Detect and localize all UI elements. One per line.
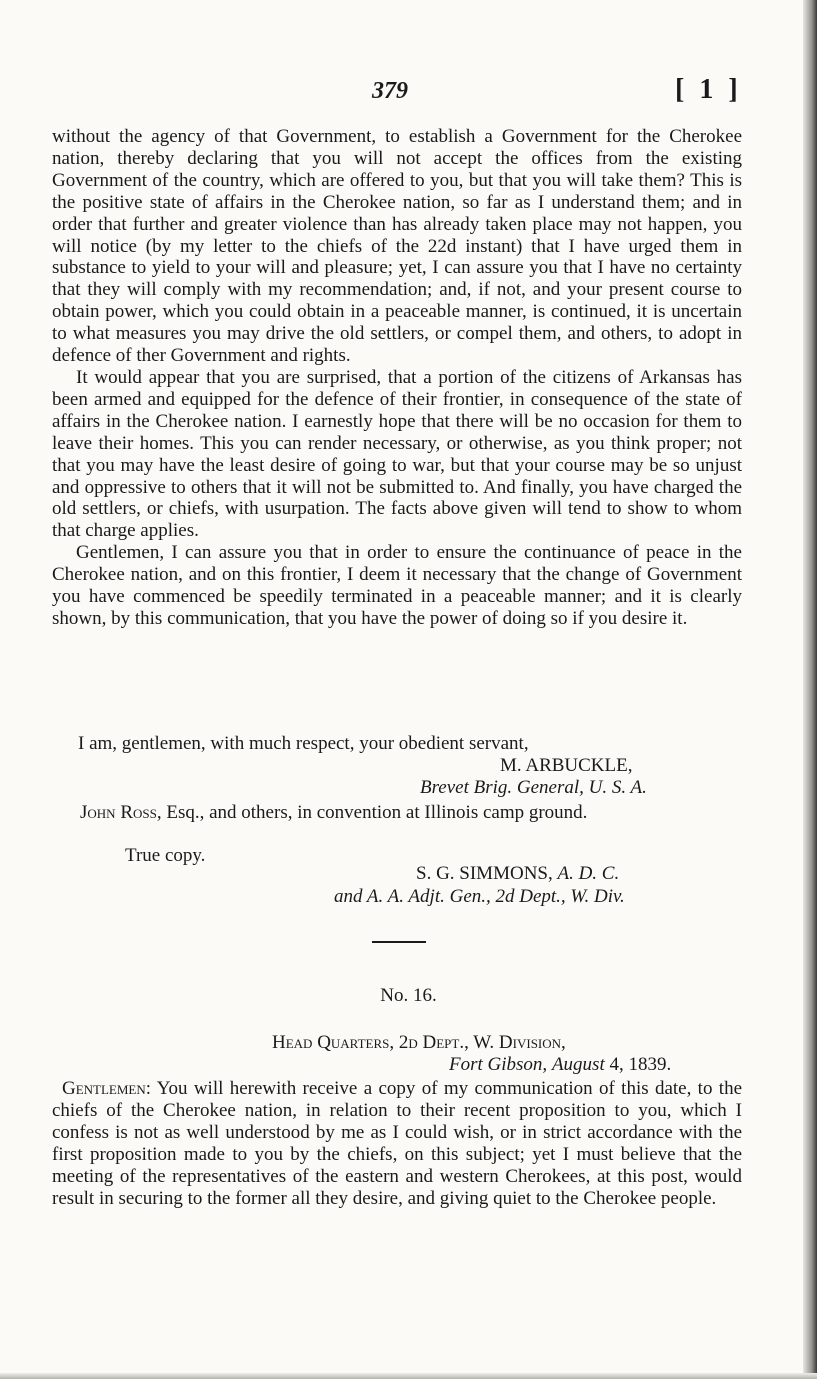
signature-title: Brevet Brig. General, U. S. A. <box>420 777 647 798</box>
letter2-body <box>52 1078 742 1209</box>
section-divider <box>372 941 426 943</box>
signature-name: M. ARBUCKLE, <box>500 755 633 776</box>
addressee-first-name: John <box>80 802 116 823</box>
letter-place-date <box>449 1054 749 1076</box>
letter2-text: You will herewith receive a copy of my communication of this date, to the chiefs of the Cherokee nation, in relation to their recent proposition to you, which I confess is not as well understood by me as I could wish, or in strict accordance with the first proposition made to you by the chiefs, on this subject; yet I must believe that the meeting of the representatives of the eastern and western Cherokees, at this post, would result in securing to the former all they desire, and giving quiet to the Cherokee people. <box>52 1078 742 1209</box>
page-edge-bottom <box>0 1373 817 1379</box>
letter-date: 4, 1839. <box>609 1054 672 1075</box>
page-number: 379 <box>372 78 408 104</box>
letter-place: Fort Gibson, <box>449 1054 548 1075</box>
document-reference: [ 1 ] <box>675 74 742 105</box>
paragraph-1: without the agency of that Government, to establish a Government for the Cherokee nation, thereby declaring that you will not accept the offices from the existing Government of the country, which are offered to you, but that you will take them? This is the positive state of affairs in the Cherokee nation, so far as I understand them; and in order that further and greater violence than has already taken place may not happen, you will notice (by my letter to the chiefs of the 22d instant) that I have urged them in substance to yield to your will and pleasure; yet, I can assure you that I have no certainty that they will comply with my recommendation; and, if not, and your present course to obtain power, which you could obtain in a peaceable manner, is continued, it is uncertain to what measures you may drive the old settlers, or compel them, and others, to adopt in defence of ther Government and rights. <box>52 126 742 367</box>
addressee-last-name: Ross <box>120 802 157 823</box>
letter2-paragraph <box>52 1078 742 1209</box>
salutation: Gentlemen: <box>62 1078 152 1099</box>
addressee-rest: , Esq., and others, in convention at Illinois camp ground. <box>156 802 588 823</box>
letter-body <box>52 126 742 630</box>
letter-month: August <box>551 1054 605 1075</box>
paragraph-3: Gentlemen, I can assure you that in order to ensure the continuance of peace in the Cherokee nation, and on this frontier, I deem it necessary that the change of Government you have commenced be speedily terminated in a peaceable manner; and it is clearly shown, by this communication, that you have the power of doing so if you desire it. <box>52 542 742 629</box>
paragraph-2: It would appear that you are surprised, that a portion of the citizens of Arkansas has been armed and equipped for the defence of their frontier, in consequence of the state of affairs in the Cherokee nation. I earnestly hope that there will be no occasion for them to leave their homes. This you can render necessary, or otherwise, as you think proper; not that you may have the least desire of going to war, but that your course may be so unjust and oppressive to others that it will not be submitted to. And finally, you have charged the old settlers, or chiefs, with usurpation. The facts above given will tend to show to whom that charge applies. <box>52 366 742 542</box>
attest-line <box>416 863 736 885</box>
letter-heading: Head Quarters, 2d Dept., W. Division, <box>272 1032 566 1053</box>
attest-name: S. G. SIMMONS, <box>416 863 553 884</box>
true-copy-label: True copy. <box>125 845 206 866</box>
attest-title: and A. A. Adjt. Gen., 2d Dept., W. Div. <box>334 886 625 907</box>
attest-rank: A. D. C. <box>557 863 620 884</box>
closing-line: I am, gentlemen, with much respect, your obedient servant, <box>78 733 529 754</box>
page-edge-right <box>803 0 817 1379</box>
addressee-line <box>80 802 740 824</box>
document-number: No. 16. <box>380 985 437 1006</box>
